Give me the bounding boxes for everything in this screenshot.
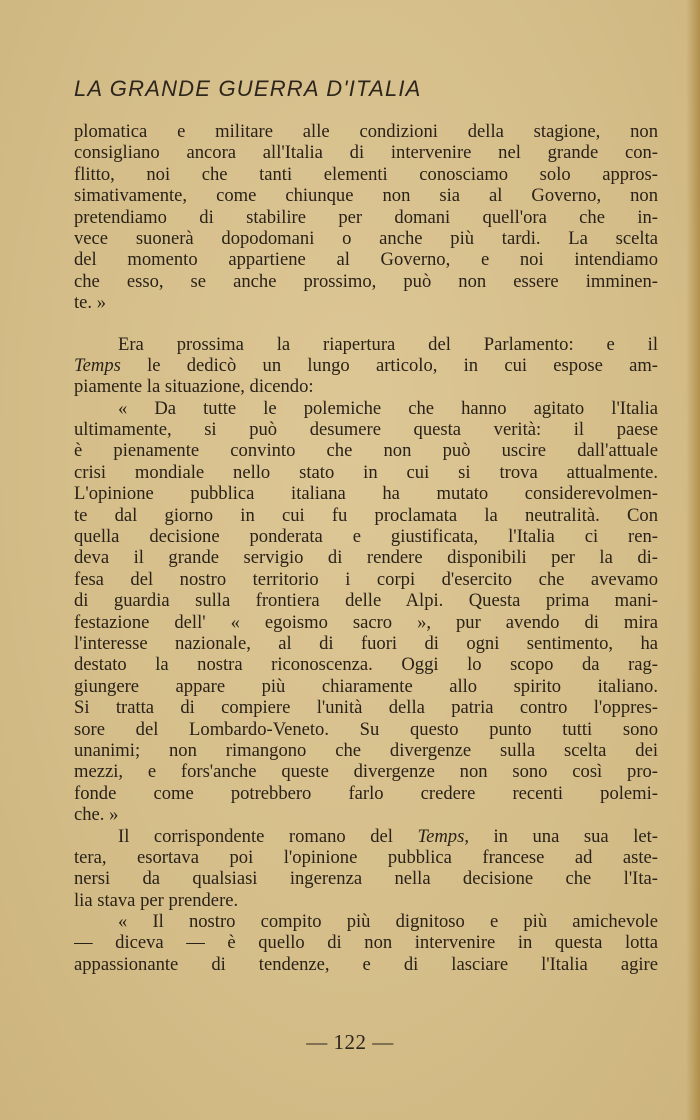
text-line: pretendiamo di stabilire per domani quell'ora che in- (74, 206, 658, 228)
text-line: fonde come potrebbero farlo credere recenti polemi- (74, 782, 658, 804)
text-line: di guardia sulla frontiera delle Alpi. Questa prima mani- (74, 590, 658, 612)
text-line: L'opinione pubblica italiana ha mutato considerevolmen- (74, 483, 658, 505)
text-line: quella decisione ponderata e giustificata, l'Italia ci ren- (74, 526, 658, 548)
text-line: crisi mondiale nello stato in cui si trova attualmente. (74, 461, 658, 483)
text-line: plomatica e militare alle condizioni della stagione, non (74, 121, 658, 142)
text-line: nersi da qualsiasi ingerenza nella decisione che l'Ita- (74, 868, 658, 890)
text-line: vece suonerà dopodomani o anche più tardi. La scelta (74, 227, 658, 249)
page-number: — 122 — (306, 1030, 394, 1054)
text-line: mezzi, e fors'anche queste divergenze non sono così pro- (74, 761, 658, 783)
text-line: consigliano ancora all'Italia di intervenire nel grande con- (74, 142, 658, 164)
text-line: — diceva — è quello di non intervenire in questa lotta (74, 932, 658, 954)
text-line: che esso, se anche prossimo, può non essere imminen- (74, 270, 658, 292)
text-line: lia stava per prendere. (74, 889, 239, 911)
text-line: che. » (74, 804, 119, 826)
running-head: LA GRANDE GUERRA D'ITALIA (74, 76, 422, 101)
page-edge-shadow (686, 0, 700, 1120)
text-line: Si tratta di compiere l'unità della patria contro l'oppres- (74, 697, 658, 719)
text-line: sore del Lombardo-Veneto. Su questo punto tutti sono (74, 718, 658, 740)
text-line: giungere appare più chiaramente allo spirito italiano. (74, 675, 658, 697)
text-line: deva il grande servigio di rendere disponibili per la di- (74, 547, 658, 569)
text-line: piamente la situazione, dicendo: (74, 376, 314, 398)
text-line: l'interesse nazionale, al di fuori di ogni sentimento, ha (74, 632, 658, 654)
text-line: Era prossima la riapertura del Parlamento: e il (118, 333, 658, 355)
text-line: tera, esortava poi l'opinione pubblica francese ad aste- (74, 846, 658, 868)
text-line: Il corrispondente romano del Temps, in una sua let- (118, 825, 658, 847)
paragraph-gap (74, 314, 658, 334)
text-line: Temps le dedicò un lungo articolo, in cui espose am- (74, 354, 658, 376)
text-line: ultimamente, si può desumere questa verità: il paese (74, 419, 658, 441)
text-line: festazione dell' « egoismo sacro », pur avendo di mira (74, 611, 658, 633)
text-line: fesa del nostro territorio i corpi d'esercito che avevamo (74, 568, 658, 590)
text-line: flitto, noi che tanti elementi conosciamo solo appros- (74, 163, 658, 185)
text-line: unanimi; non rimangono che divergenze sulla scelta dei (74, 739, 658, 761)
text-line: del momento appartiene al Governo, e noi intendiamo (74, 249, 658, 271)
text-line: simativamente, come chiunque non sia al Governo, non (74, 185, 658, 207)
text-line: destato la nostra riconoscenza. Oggi lo scopo da rag- (74, 654, 658, 676)
text-line: « Da tutte le polemiche che hanno agitato l'Italia (118, 397, 658, 419)
text-line: è pienamente convinto che non può uscire dall'attuale (74, 440, 658, 462)
text-line: « Il nostro compito più dignitoso e più amichevole (118, 911, 658, 933)
text-line: te. » (74, 292, 107, 314)
text-line: appassionante di tendenze, e di lasciare l'Italia agire (74, 953, 658, 975)
body-text (74, 121, 658, 975)
text-line: te dal giorno in cui fu proclamata la neutralità. Con (74, 504, 658, 526)
